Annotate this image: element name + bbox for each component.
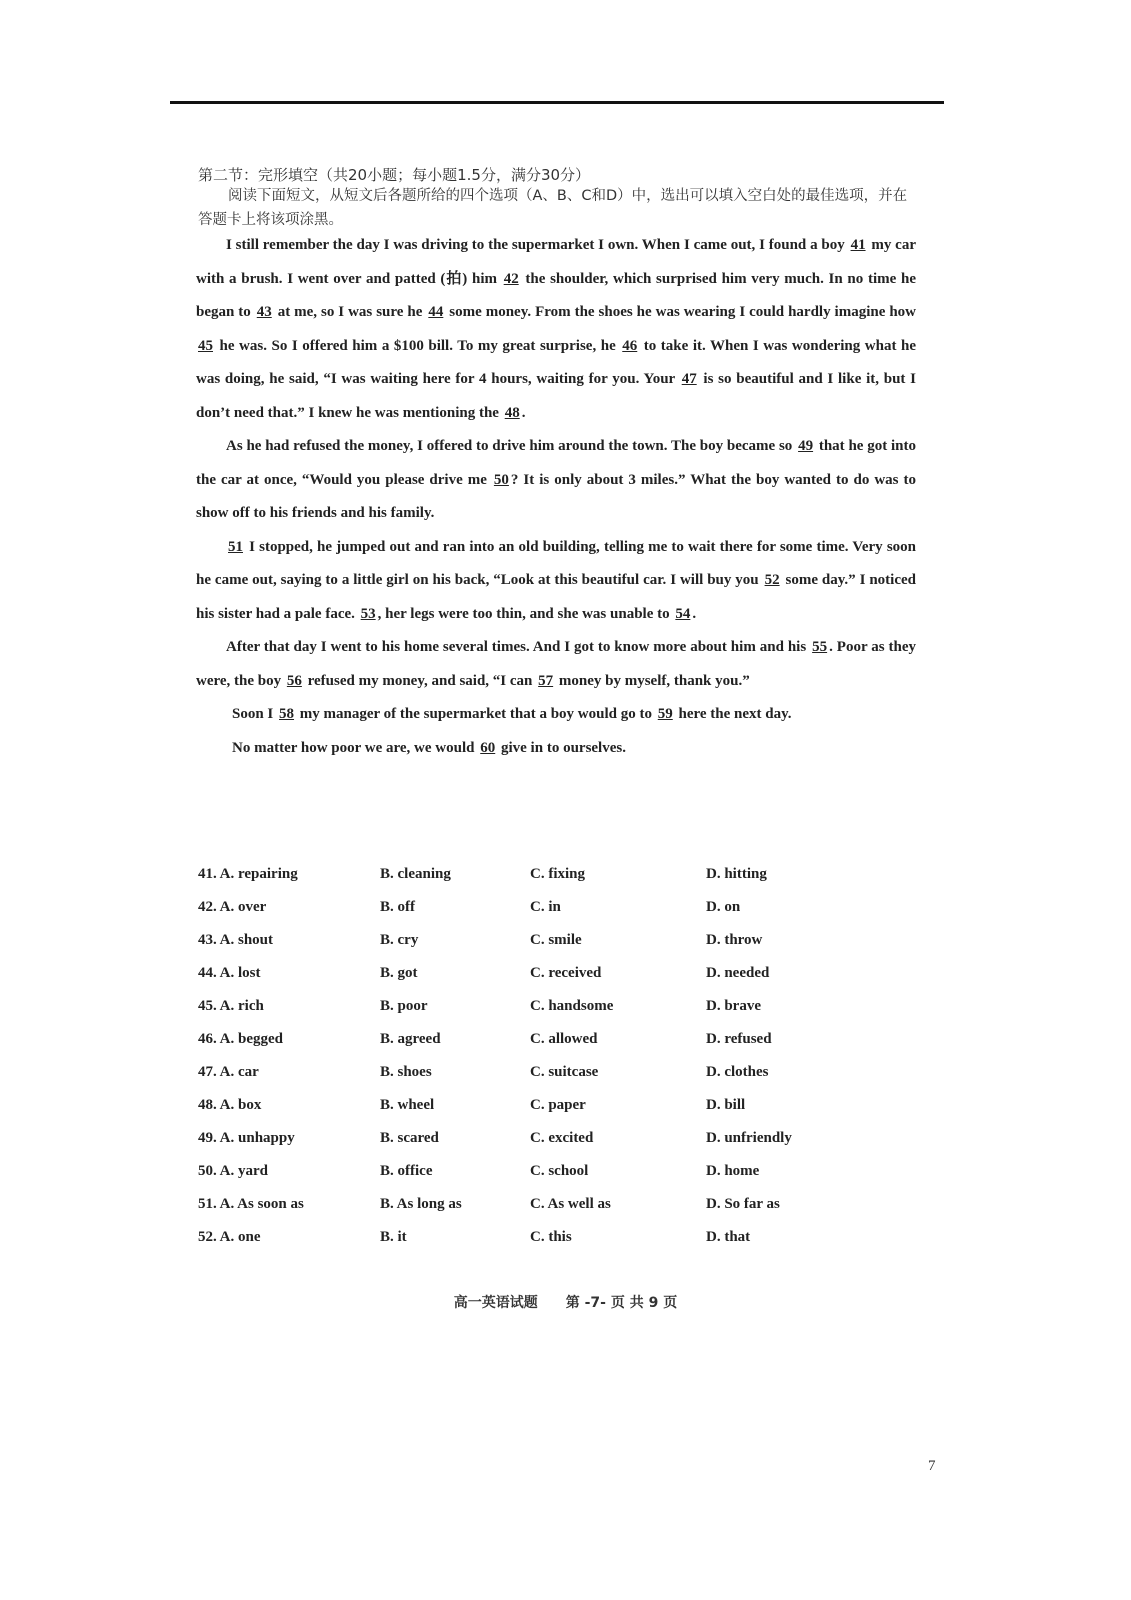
question-44-options bbox=[198, 959, 918, 992]
blank-56: 56 bbox=[286, 672, 302, 689]
blank-44: 44 bbox=[428, 304, 444, 320]
top-rule bbox=[170, 101, 944, 104]
question-52-options bbox=[198, 1223, 918, 1256]
passage-text: As he had refused the money, I offered to drive him around the town. The boy became so bbox=[226, 438, 797, 454]
option-c: C. paper bbox=[530, 1097, 586, 1113]
option-a: 44. A. lost bbox=[198, 965, 261, 981]
blank-51: 51 bbox=[228, 538, 243, 555]
blank-47: 47 bbox=[681, 371, 697, 387]
passage-text: No matter how poor we are, we would bbox=[232, 739, 479, 756]
option-c: C. fixing bbox=[530, 866, 586, 882]
paragraph-5 bbox=[196, 698, 916, 732]
paragraph-2 bbox=[196, 430, 916, 531]
blank-41: 41 bbox=[850, 237, 866, 253]
blank-57: 57 bbox=[538, 672, 554, 689]
question-43-options bbox=[198, 926, 918, 959]
passage-text: some day.” I noticed his sister had a pale face. bbox=[196, 572, 916, 622]
option-b: B. office bbox=[380, 1163, 433, 1179]
option-c: C. excited bbox=[530, 1130, 594, 1146]
blank-55: 55 bbox=[812, 639, 828, 655]
blank-54: 54 bbox=[675, 605, 691, 622]
option-d: D. that bbox=[706, 1229, 751, 1245]
option-c: C. suitcase bbox=[530, 1064, 599, 1080]
option-a: 50. A. yard bbox=[198, 1163, 269, 1179]
passage-text: . Poor as they were, the boy bbox=[196, 639, 916, 689]
option-b: B. As long as bbox=[380, 1196, 462, 1212]
passage-text: I still remember the day I was driving to the supermarket I own. When I came out, I found a boy bbox=[226, 237, 849, 253]
passage-text: some money. From the shoes he was wearing I could hardly imagine how bbox=[445, 304, 917, 320]
option-d: D. clothes bbox=[706, 1064, 769, 1080]
blank-48: 48 bbox=[504, 404, 520, 421]
question-41-options bbox=[198, 860, 918, 893]
blank-58: 58 bbox=[279, 706, 295, 722]
passage-text: ? It is only about 3 miles.” What the boy wanted to do was to show off to his friends and his family. bbox=[196, 471, 916, 521]
paragraph-4 bbox=[196, 631, 916, 698]
option-a: 51. A. As soon as bbox=[198, 1196, 304, 1212]
page-footer: 高一英语试题 第 -7- 页 共 9 页 bbox=[453, 1295, 678, 1311]
option-a: 46. A. begged bbox=[198, 1031, 284, 1047]
option-d: D. So far as bbox=[706, 1196, 780, 1212]
passage-text: here the next day. bbox=[674, 706, 792, 722]
paragraph-1 bbox=[196, 229, 916, 430]
option-a: 47. A. car bbox=[198, 1064, 259, 1080]
option-a: 43. A. shout bbox=[198, 932, 274, 948]
passage-text: that he got into the car at once, “Would you please drive me bbox=[196, 438, 916, 488]
question-42-options bbox=[198, 893, 918, 926]
question-51-options bbox=[198, 1190, 918, 1223]
option-d: D. bill bbox=[706, 1097, 746, 1113]
option-d: D. home bbox=[706, 1163, 760, 1179]
passage-text: . bbox=[692, 605, 697, 622]
option-b: B. cleaning bbox=[380, 866, 451, 882]
paragraph-6 bbox=[196, 732, 916, 766]
option-a: 52. A. one bbox=[198, 1229, 261, 1245]
blank-53: 53 bbox=[360, 605, 376, 622]
blank-42: 42 bbox=[503, 270, 519, 287]
section-heading: 第二节：完形填空（共20小题；每小题1.5分，满分30分） bbox=[198, 166, 591, 184]
option-b: B. got bbox=[380, 965, 418, 981]
question-49-options bbox=[198, 1124, 918, 1157]
option-a: 42. A. over bbox=[198, 899, 267, 915]
blank-59: 59 bbox=[657, 706, 673, 722]
passage-text: refused my money, and said, “I can bbox=[303, 672, 537, 689]
option-d: D. hitting bbox=[706, 866, 767, 882]
answer-options bbox=[198, 860, 918, 1256]
option-b: B. scared bbox=[380, 1130, 439, 1146]
passage-text: to take it. When I was wondering what he was doing, he said, “I was waiting here for 4 hours, waiting for you. Your bbox=[196, 337, 916, 387]
blank-50: 50 bbox=[493, 471, 509, 488]
passage-text: is so beautiful and I like it, but I don’t need that.” I knew he was mentioning the bbox=[196, 371, 917, 421]
option-d: D. brave bbox=[706, 998, 761, 1014]
option-a: 49. A. unhappy bbox=[198, 1130, 295, 1146]
passage-text: at me, so I was sure he bbox=[273, 304, 427, 320]
passage-text: my car with a brush. I went over and patted (拍) him bbox=[196, 237, 916, 287]
option-c: C. in bbox=[530, 899, 561, 915]
option-d: D. throw bbox=[706, 932, 763, 948]
page-number: 7 bbox=[928, 1458, 936, 1474]
paragraph-3 bbox=[196, 531, 916, 632]
option-c: C. handsome bbox=[530, 998, 614, 1014]
blank-52: 52 bbox=[764, 572, 780, 588]
option-d: D. needed bbox=[706, 965, 770, 981]
option-b: B. poor bbox=[380, 998, 428, 1014]
passage-text: give in to ourselves. bbox=[497, 739, 626, 756]
passage-text: . bbox=[521, 404, 526, 421]
option-c: C. allowed bbox=[530, 1031, 598, 1047]
blank-60: 60 bbox=[480, 739, 496, 756]
option-d: D. on bbox=[706, 899, 741, 915]
option-a: 48. A. box bbox=[198, 1097, 262, 1113]
passage-text: the shoulder, which surprised him very much. In no time he began to bbox=[196, 270, 916, 320]
option-c: C. smile bbox=[530, 932, 582, 948]
passage-text: I stopped, he jumped out and ran into an old building, telling me to wait there for some time. Very soon he came out, saying to a little girl on his back, “Look at this beautiful car. I will buy you bbox=[196, 538, 916, 588]
passage-text: After that day I went to his home several times. And I got to know more about him and his bbox=[226, 639, 811, 655]
option-d: D. refused bbox=[706, 1031, 772, 1047]
question-48-options bbox=[198, 1091, 918, 1124]
option-a: 45. A. rich bbox=[198, 998, 264, 1014]
option-a: 41. A. repairing bbox=[198, 866, 298, 882]
passage-text: , her legs were too thin, and she was unable to bbox=[377, 605, 674, 622]
passage-text: money by myself, thank you.” bbox=[555, 672, 750, 689]
option-c: C. this bbox=[530, 1229, 572, 1245]
option-b: B. cry bbox=[380, 932, 419, 948]
option-b: B. agreed bbox=[380, 1031, 441, 1047]
passage-text: my manager of the supermarket that a boy would go to bbox=[296, 706, 656, 722]
option-b: B. wheel bbox=[380, 1097, 435, 1113]
option-c: C. school bbox=[530, 1163, 589, 1179]
blank-49: 49 bbox=[798, 438, 814, 454]
instructions: 阅读下面短文，从短文后各题所给的四个选项（A、B、C和D）中，选出可以填入空白处的最佳选项，并在答题卡上将该项涂黑。 bbox=[198, 188, 908, 228]
option-d: D. unfriendly bbox=[706, 1130, 792, 1146]
question-45-options bbox=[198, 992, 918, 1025]
passage-text: he was. So I offered him a $100 bill. To my great surprise, he bbox=[215, 337, 621, 354]
question-50-options bbox=[198, 1157, 918, 1190]
option-c: C. As well as bbox=[530, 1196, 611, 1212]
cloze-passage bbox=[196, 229, 916, 765]
passage-text: Soon I bbox=[232, 706, 278, 722]
option-b: B. shoes bbox=[380, 1064, 432, 1080]
blank-43: 43 bbox=[256, 304, 272, 320]
option-c: C. received bbox=[530, 965, 602, 981]
question-47-options bbox=[198, 1058, 918, 1091]
question-46-options bbox=[198, 1025, 918, 1058]
blank-46: 46 bbox=[622, 337, 638, 354]
option-b: B. it bbox=[380, 1229, 407, 1245]
option-b: B. off bbox=[380, 899, 415, 915]
blank-45: 45 bbox=[198, 337, 213, 354]
